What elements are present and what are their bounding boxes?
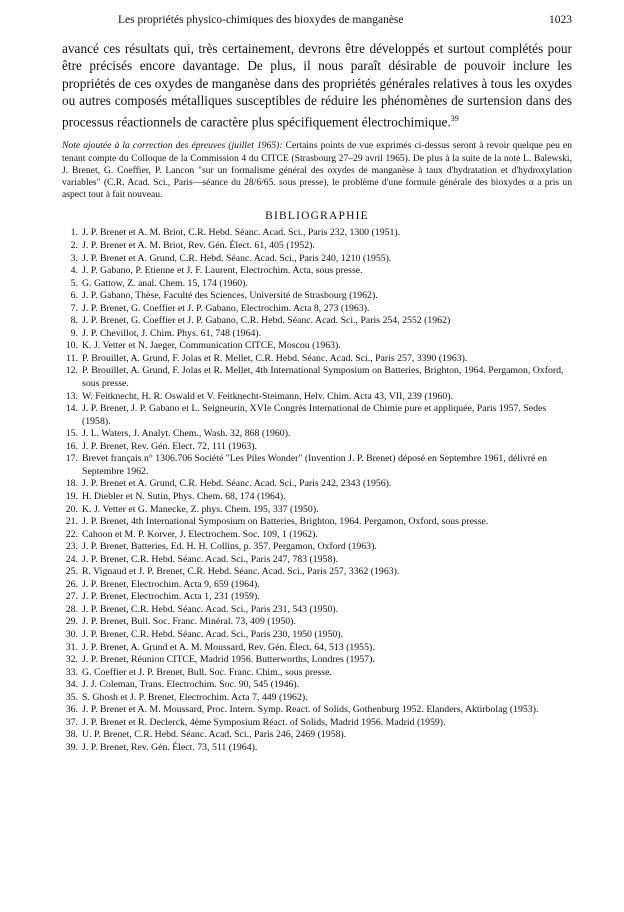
reference-text: J. P. Brenet, Réunion CITCE, Madrid 1956. Butterworths, Londres (1957).: [82, 654, 375, 666]
reference-text: Brevet français n° 1306.706 Société "Les Piles Wonder" (Invention J. P. Brenet) déposé en Septembre 1961, délivré en Septembre 1962.: [82, 453, 548, 477]
reference-item: [62, 491, 572, 504]
running-header: [62, 10, 572, 32]
journal-page: [62, 10, 572, 754]
reference-number: 20.: [65, 503, 78, 515]
paragraph-text: avancé ces résultats qui, très certainement, devrons être développés et surtout complétés pour être précisés encore davantage. De plus, il nous paraît désirable de pouvoir inclure les propriétés de ces oxydes de manganèse dans des propriétés générales relatives à tous les oxydes ou autres composés métalliques susceptibles de réduire les phénomènes de surtension dans des processus réactionnels de caractère plus spécifiquement électrochimique.: [62, 41, 572, 130]
reference-item: [62, 478, 572, 491]
reference-text: S. Ghosh et J. P. Brenet, Electrochim. Acta 7, 449 (1962).: [82, 691, 308, 703]
reference-number: 6.: [70, 290, 78, 302]
reference-item: [62, 453, 572, 478]
reference-text: J. P. Gabano, P. Etienne et J. F. Laurent, Electrochim. Acta, sous presse.: [82, 265, 363, 277]
reference-item: [62, 328, 572, 341]
reference-text: J. P. Brenet et A. Grund, C.R. Hebd. Séanc. Acad. Sci., Paris 240, 1210 (1955).: [82, 252, 392, 264]
reference-text: J. P. Brenet, Rev. Gén. Élect. 73, 511 (1964).: [82, 741, 258, 753]
reference-number: 29.: [65, 616, 78, 628]
reference-item: [62, 679, 572, 692]
reference-item: [62, 315, 572, 328]
reference-item: [62, 667, 572, 680]
reference-text: W. Feitknecht, H. R. Oswald et V. Feitknecht-Steimann, Helv. Chim. Acta 43, VII, 239 (1960).: [82, 390, 453, 402]
reference-text: G. Coeffier et J. P. Brenet, Bull. Soc. Franc. Chim., sous presse.: [82, 666, 332, 678]
reference-text: K. J. Vetter et G. Manecke, Z. phys. Chem. 195, 337 (1950).: [82, 503, 319, 515]
reference-list: [62, 227, 572, 754]
reference-item: [62, 692, 572, 705]
reference-number: 27.: [65, 591, 78, 603]
reference-item: [62, 717, 572, 730]
reference-number: 12.: [65, 365, 78, 377]
reference-number: 17.: [65, 453, 78, 465]
reference-item: [62, 541, 572, 554]
reference-number: 16.: [65, 440, 78, 452]
reference-item: [62, 654, 572, 667]
reference-text: P. Brouillet, A. Grund, F. Jolas et R. Mellet, 4th International Symposium on Batteries, Brighton, 1964. Pergamon, Oxford, sous presse.: [82, 365, 564, 390]
reference-item: [62, 303, 572, 316]
reference-text: K. J. Vetter et N. Jaeger, Communication CITCE, Moscou (1963).: [82, 340, 341, 352]
reference-text: J. P. Brenet, C.R. Hebd. Séanc. Acad. Sci., Paris 231, 543 (1950).: [82, 603, 339, 615]
reference-number: 35.: [65, 691, 78, 703]
reference-text: J. L. Waters, J. Analyt. Chem., Wash. 32, 868 (1960).: [82, 428, 291, 440]
reference-item: [62, 428, 572, 441]
reference-item: [62, 591, 572, 604]
reference-text: J. P. Chevillot, J. Chim. Phys. 61, 748 (1964).: [82, 327, 262, 339]
reference-item: [62, 278, 572, 291]
body-paragraph: [62, 40, 572, 130]
reference-number: 18.: [65, 478, 78, 490]
reference-number: 1.: [70, 227, 78, 239]
reference-number: 4.: [70, 265, 78, 277]
reference-text: Cahoon et M. P. Korver, J. Electrochem. Soc. 109, 1 (1962).: [82, 528, 318, 540]
reference-text: J. P. Brenet, C.R. Hebd. Séanc. Acad. Sci., Paris 230, 1950 (1950).: [82, 628, 343, 640]
reference-number: 30.: [65, 628, 78, 640]
running-title: Les propriétés physico-chimiques des bioxydes de manganèse: [118, 14, 404, 26]
bibliography-heading: BIBLIOGRAPHIE: [265, 210, 369, 223]
reference-item: [62, 403, 572, 428]
reference-number: 34.: [65, 679, 78, 691]
reference-item: [62, 290, 572, 303]
reference-superscript: 39: [450, 113, 459, 123]
reference-item: [62, 742, 572, 755]
page-number: 1023: [549, 14, 572, 26]
reference-text: J. P. Brenet et A. M. Briot, C.R. Hebd. Séanc. Acad. Sci., Paris 232, 1300 (1951).: [82, 227, 401, 239]
reference-text: J. P. Brenet et A. Grund, C.R. Hebd. Séanc. Acad. Sci., Paris 242, 2343 (1956).: [82, 478, 392, 490]
reference-number: 11.: [66, 352, 78, 364]
reference-item: [62, 240, 572, 253]
reference-number: 8.: [70, 315, 78, 327]
reference-number: 36.: [65, 704, 78, 716]
reference-text: J. P. Brenet, Bull. Soc. Franc. Minéral. 73, 409 (1950).: [82, 616, 296, 628]
reference-number: 33.: [65, 666, 78, 678]
reference-item: [62, 704, 572, 717]
reference-number: 39.: [65, 741, 78, 753]
reference-number: 14.: [65, 403, 78, 415]
reference-number: 37.: [65, 716, 78, 728]
reference-item: [62, 616, 572, 629]
reference-text: J. P. Brenet et A. M. Moussard, Proc. Intern. Symp. React. of Solids, Gothenburg 1952. Elanders, Aktirbolag (1953).: [82, 704, 539, 716]
reference-number: 15.: [65, 428, 78, 440]
reference-item: [62, 604, 572, 617]
reference-item: [62, 391, 572, 404]
reference-item: [62, 642, 572, 655]
reference-item: [62, 516, 572, 529]
reference-number: 32.: [65, 654, 78, 666]
reference-number: 9.: [70, 327, 78, 339]
reference-text: R. Vignaud et J. P. Brenet, C.R. Hebd. Séanc. Acad. Sci., Paris 257, 3362 (1963).: [82, 566, 400, 578]
reference-number: 38.: [65, 729, 78, 741]
reference-number: 2.: [70, 240, 78, 252]
reference-text: J. J. Coleman, Trans. Electrochim. Soc. 90, 545 (1946).: [82, 679, 300, 691]
reference-number: 3.: [70, 252, 78, 264]
reference-item: [62, 554, 572, 567]
reference-text: P. Brouillet, A. Grund, F. Jolas et R. Mellet, C.R. Hebd. Séanc. Acad. Sci., Paris 257, 3390 (1963).: [82, 352, 468, 364]
reference-number: 7.: [70, 302, 78, 314]
reference-number: 10.: [65, 340, 78, 352]
proof-note: [62, 140, 572, 201]
reference-text: G. Gattow, Z. anal. Chem. 15, 174 (1960).: [82, 277, 248, 289]
note-text: Certains points de vue exprimés ci-dessus seront à revoir quelque peu en tenant compte du Colloque de la Commission 4 du CITCE (Strasbourg 27–29 avril 1965). De plus à la suite de la note L. Balewski, J. Brenet, G. Coeffier, P. Lancon "sur un formalisme général des oxydes de manganèse à taux d'hydratation et d'hydroxylation variables" (C.R. Acad. Sci., Paris—séance du 28/6/65. sous presse), le problème d'une formule générale des bioxydes α a pris un aspect tout à fait nouveau.: [62, 140, 572, 201]
reference-item: [62, 365, 572, 390]
reference-text: J. P. Brenet, 4th International Symposium on Batteries, Brighton, 1964. Pergamon, Oxford, sous presse.: [82, 516, 489, 528]
reference-number: 21.: [65, 516, 78, 528]
reference-number: 19.: [65, 490, 78, 502]
reference-item: [62, 729, 572, 742]
reference-text: J. P. Brenet, G. Coeffier et J. P. Gabano, Electrochim. Acta 8, 273 (1963).: [82, 302, 370, 314]
reference-item: [62, 566, 572, 579]
reference-number: 23.: [65, 541, 78, 553]
reference-text: J. P. Brenet, G. Coeffier et J. P. Gabano, C.R. Hebd. Séanc. Acad. Sci., Paris 254, 2552 (1962): [82, 315, 451, 327]
reference-number: 31.: [65, 641, 78, 653]
reference-text: J. P. Brenet, Batteries, Ed. H. H. Collins, p. 357. Pergamon, Oxford (1963).: [82, 541, 377, 553]
reference-item: [62, 353, 572, 366]
reference-item: [62, 629, 572, 642]
reference-item: [62, 441, 572, 454]
reference-text: U. P. Brenet, C.R. Hebd. Séanc. Acad. Sci., Paris 246, 2469 (1958).: [82, 729, 347, 741]
reference-item: [62, 340, 572, 353]
reference-text: H. Diebler et N. Sutin, Phys. Chem. 68, 174 (1964).: [82, 490, 286, 502]
reference-number: 28.: [65, 603, 78, 615]
reference-number: 5.: [70, 277, 78, 289]
note-lead: Note ajoutée à la correction des épreuves (juillet 1965):: [62, 140, 283, 152]
reference-item: [62, 227, 572, 240]
reference-text: J. P. Brenet, J. P. Gabano et L. Seigneurin, XVIe Congrès International de Chimie pure et appliquée, Paris 1957. Sedes (1958).: [82, 403, 547, 427]
reference-number: 26.: [65, 578, 78, 590]
reference-text: J. P. Gabano, Thèse, Faculté des Sciences, Université de Strasbourg (1962).: [82, 290, 378, 302]
reference-number: 22.: [65, 528, 78, 540]
reference-number: 24.: [65, 553, 78, 565]
reference-item: [62, 529, 572, 542]
reference-text: J. P. Brenet et R. Declerck, 4ème Symposium Réact. of Solids, Madrid 1956. Madrid (1959).: [82, 716, 446, 728]
reference-item: [62, 504, 572, 517]
reference-number: 25.: [65, 566, 78, 578]
reference-text: J. P. Brenet, C.R. Hebd. Séanc. Acad. Sci., Paris 247, 783 (1958).: [82, 553, 339, 565]
reference-number: 13.: [65, 390, 78, 402]
reference-text: J. P. Brenet, A. Grund et A. M. Moussard, Rev. Gén. Élect. 64, 513 (1955).: [82, 641, 375, 653]
reference-item: [62, 253, 572, 266]
reference-item: [62, 579, 572, 592]
reference-text: J. P. Brenet, Electrochim. Acta 1, 231 (1959).: [82, 591, 260, 603]
reference-text: J. P. Brenet et A. M. Briot, Rev. Gén. Élect. 61, 405 (1952).: [82, 240, 315, 252]
reference-item: [62, 265, 572, 278]
reference-text: J. P. Brenet, Rev. Gén. Elect. 72, 111 (1963).: [82, 440, 257, 452]
reference-text: J. P. Brenet, Electrochim. Acta 9, 659 (1964).: [82, 578, 260, 590]
